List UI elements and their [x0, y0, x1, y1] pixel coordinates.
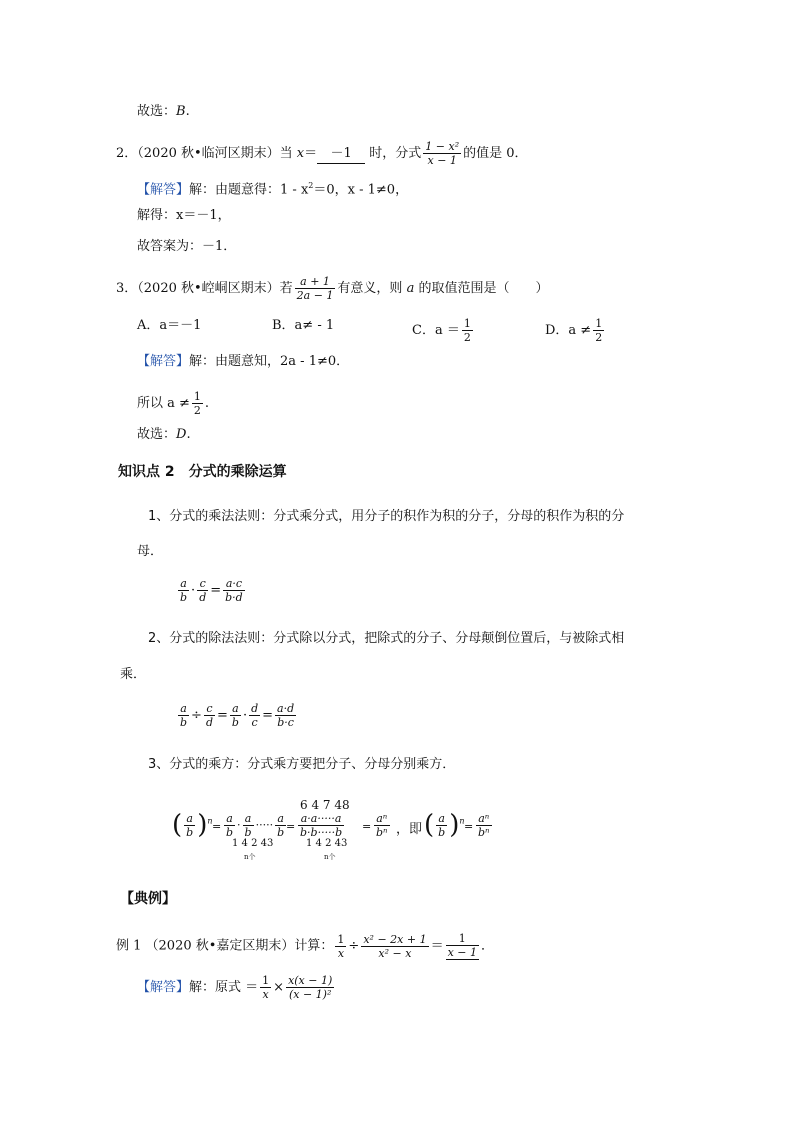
half-den: 2 — [193, 404, 201, 417]
q3-frac-den: 2a − 1 — [296, 289, 334, 302]
frac-c-d — [197, 577, 208, 604]
f-den: b — [438, 825, 446, 839]
rule-1-line-1: 1、分式的乘法法则：分式乘分式，用分子的积作为积的分子，分母的积作为积的分 — [148, 509, 625, 524]
f-den: b — [244, 826, 252, 839]
f-den: x — [262, 988, 269, 1001]
f-den: b — [186, 825, 194, 839]
formula-divide: $\frac{a}{b}$ ÷ $\frac{c}{d}$ = $\frac{a}{b}$ · $\frac{d}{c}$ = $\frac{a\cdot d}{b\cdot c}$ — [180, 702, 295, 729]
example-1-solution — [137, 974, 336, 1001]
half-den: 2 — [595, 331, 603, 344]
left-paren: ( — [424, 810, 435, 840]
option-d-label: D．a ≠ — [545, 323, 592, 338]
frac-an-bn-2 — [474, 812, 494, 839]
choose-answer: B — [176, 104, 186, 119]
q2-var: x — [296, 146, 305, 161]
f-den: x − 1 — [447, 946, 477, 959]
f-num: a·a·····a — [298, 812, 344, 826]
frac-product — [223, 577, 245, 604]
half-num: 1 — [463, 317, 471, 330]
q3-sol2-a: 所以 a ≠ — [137, 396, 190, 411]
q3-post: 有意义，则 — [337, 281, 407, 296]
f-num: d — [251, 702, 259, 715]
product-big-fraction — [296, 812, 346, 839]
q3-solution-3 — [137, 426, 191, 444]
ex1-sol-a: 解：原式 ＝ — [189, 980, 259, 995]
f-num: a — [224, 812, 235, 826]
q3-fraction — [295, 275, 336, 302]
frac-c-d — [204, 702, 215, 729]
n-count-1: n个 — [244, 853, 256, 861]
f-den: b·d — [225, 591, 243, 604]
f-num: a — [230, 702, 241, 716]
q3-solution-1 — [137, 353, 349, 371]
f-num: a·d — [277, 702, 295, 715]
q3-option-d — [545, 317, 606, 344]
eq-sign: ＝ — [430, 938, 444, 954]
q2-eq: ＝ — [304, 146, 318, 161]
half-den: 2 — [463, 331, 471, 344]
f-den: x — [337, 946, 345, 960]
f-den: bⁿ — [478, 826, 490, 839]
frac-a-b-2 — [230, 702, 241, 729]
f-den: b·c — [277, 716, 294, 729]
q2-sol-b: ＝0，x - 1≠0， — [313, 182, 409, 198]
q3-var: a — [406, 281, 415, 296]
f-num: x² − 2x + 1 — [363, 932, 427, 946]
f-den: x² − x — [378, 946, 412, 960]
product-fractions: $\frac{a}{b}$ · $\frac{a}{b}$ ····· $\frac{a}{b}$ — [226, 812, 285, 839]
f-num: a — [178, 577, 189, 591]
f-num: a — [275, 812, 286, 826]
q2-sol-sup: 2 — [308, 181, 314, 190]
q3-solution-2 — [137, 390, 209, 417]
f-den: b — [180, 591, 188, 604]
q3-option-b: B．a≠ - 1 — [272, 318, 335, 333]
ex1-sol-frac-2 — [286, 974, 334, 1001]
period: . — [204, 396, 210, 411]
f-den: d — [199, 591, 207, 604]
frac-an-bn — [372, 812, 392, 839]
f-num: 1 — [262, 974, 270, 987]
q3-prefix: 3．（2020 秋•崆峒区期末）若 — [116, 281, 293, 296]
ie-label: ，即 — [396, 822, 423, 837]
q2-frac-den: x − 1 — [427, 154, 457, 167]
choose-label: 故选： — [137, 427, 177, 442]
q2-fraction — [423, 140, 461, 167]
frac-a-b — [436, 812, 447, 839]
frac-a-b — [243, 812, 254, 839]
frac-result — [275, 702, 296, 729]
q3-option-a: A．a＝－1 — [137, 318, 202, 333]
q3-sol2-fraction — [192, 390, 203, 417]
exp-n: n — [459, 816, 465, 826]
eq-4: = — [464, 820, 474, 833]
q2-solution-2: 解得：x＝－1， — [137, 208, 231, 223]
div-sign: ÷ — [348, 938, 360, 954]
frac-a-b — [178, 702, 189, 729]
rule-2-line-2: 乘． — [120, 667, 147, 682]
f-den: c — [251, 716, 258, 729]
period: . — [186, 427, 191, 442]
f-num: 1 — [337, 932, 345, 946]
choose-label: 故选： — [137, 104, 177, 119]
frac-an-bn-inner — [476, 812, 492, 839]
q2-solution-3: 故答案为：－1． — [137, 239, 237, 254]
f-den: bⁿ — [376, 826, 388, 839]
formula-power — [172, 798, 502, 868]
solution-tag: 【解答】 — [137, 182, 190, 198]
frac-a-b — [224, 812, 235, 839]
exp-n: n — [207, 816, 213, 826]
frac-a-b — [178, 577, 189, 604]
left-paren: ( — [172, 810, 183, 840]
f-den: b — [180, 716, 188, 729]
f-den: d — [205, 716, 213, 729]
f-den: b — [226, 826, 234, 839]
solution-tag: 【解答】 — [137, 354, 190, 369]
f-den: b — [231, 716, 239, 729]
f-num: x(x − 1) — [288, 974, 333, 987]
q3-end: 的取值范围是（ ） — [414, 281, 549, 296]
question-3 — [116, 275, 548, 302]
right-paren: ) — [449, 810, 460, 840]
period: ． — [481, 938, 495, 954]
ex1-prefix: 例 1 （2020 秋•嘉定区期末）计算： — [116, 938, 334, 954]
rule-3: 3、分式的乘方：分式乘方要把分子、分母分别乘方． — [148, 757, 456, 772]
period: . — [185, 104, 190, 119]
frac-prod — [298, 812, 344, 839]
f-num: aⁿ — [476, 812, 492, 826]
right-paren: ) — [197, 810, 208, 840]
example-1 — [116, 932, 494, 960]
f-num: a — [184, 812, 195, 826]
ex1-sol-frac-1 — [260, 974, 271, 1001]
q2-solution-1 — [137, 177, 408, 199]
power-lhs-2 — [424, 810, 465, 840]
q2-sol-a: 解：由题意得：1 - x — [189, 182, 309, 198]
frac-a-b — [275, 812, 286, 839]
q2-post: 时，分式 — [365, 146, 422, 161]
f-num: aⁿ — [374, 812, 390, 826]
option-c-label: C．a ＝ — [412, 323, 460, 338]
solution-tag: 【解答】 — [137, 980, 190, 995]
f-num: a·c — [223, 577, 245, 591]
f-num: a — [436, 812, 447, 826]
f-num: a — [243, 812, 254, 826]
power-lhs — [172, 810, 213, 840]
section-title: 知识点 2 分式的乘除运算 — [118, 464, 287, 480]
f-num: c — [204, 702, 215, 716]
f-den: b·b·····b — [300, 826, 343, 839]
dots: ····· — [255, 818, 274, 832]
f-den: b — [277, 826, 285, 839]
q2-prefix: 2．（2020 秋•临河区期末）当 — [116, 146, 297, 161]
option-c-fraction — [462, 317, 473, 344]
ex1-frac-2 — [361, 933, 428, 960]
brace-under-1: 1 4 2 43 — [232, 838, 274, 849]
rule-1-line-2: 母． — [137, 544, 164, 559]
eq-2: = — [286, 820, 296, 833]
times-sign: × — [273, 980, 285, 995]
n-count-2: n个 — [324, 853, 336, 861]
q2-answer-blank: －1 — [317, 145, 365, 164]
choose-answer: D — [176, 427, 187, 442]
q2-frac-num: 1 − x² — [425, 140, 460, 153]
q3-frac-num: a + 1 — [295, 275, 336, 289]
question-2 — [116, 140, 528, 167]
option-d-fraction — [593, 317, 604, 344]
rule-2-line-1: 2、分式的除法法则：分式除以分式，把除式的分子、分母颠倒位置后，与被除式相 — [148, 631, 625, 646]
f-num: a — [178, 702, 189, 716]
formula-multiply: $\frac{a}{b}$ · $\frac{c}{d}$ = $\frac{a\cdot c}{b\cdot d}$ — [180, 577, 243, 604]
f-den: (x − 1)² — [288, 988, 332, 1001]
brace-under-2: 1 4 2 43 — [306, 838, 348, 849]
q3-option-c — [412, 317, 475, 344]
half-num: 1 — [595, 317, 603, 330]
frac-an-bn-inner — [374, 812, 390, 839]
frac-a-b — [184, 812, 195, 839]
example-heading: 【典例】 — [120, 891, 176, 907]
f-num: c — [197, 577, 208, 591]
f-num: 1 — [446, 932, 479, 946]
frac-d-c — [249, 702, 260, 729]
q2-end: 的值是 0． — [463, 146, 528, 161]
eq-1: = — [212, 820, 222, 833]
ex1-frac-1 — [335, 933, 346, 960]
eq-3: = — [362, 820, 372, 833]
ex1-answer — [446, 932, 479, 960]
brace-top: 6 4 7 48 — [300, 798, 350, 812]
half-num: 1 — [193, 390, 201, 403]
q3-sol-a: 解：由题意知，2a - 1≠0． — [189, 354, 350, 369]
line-choose-b — [137, 103, 190, 121]
